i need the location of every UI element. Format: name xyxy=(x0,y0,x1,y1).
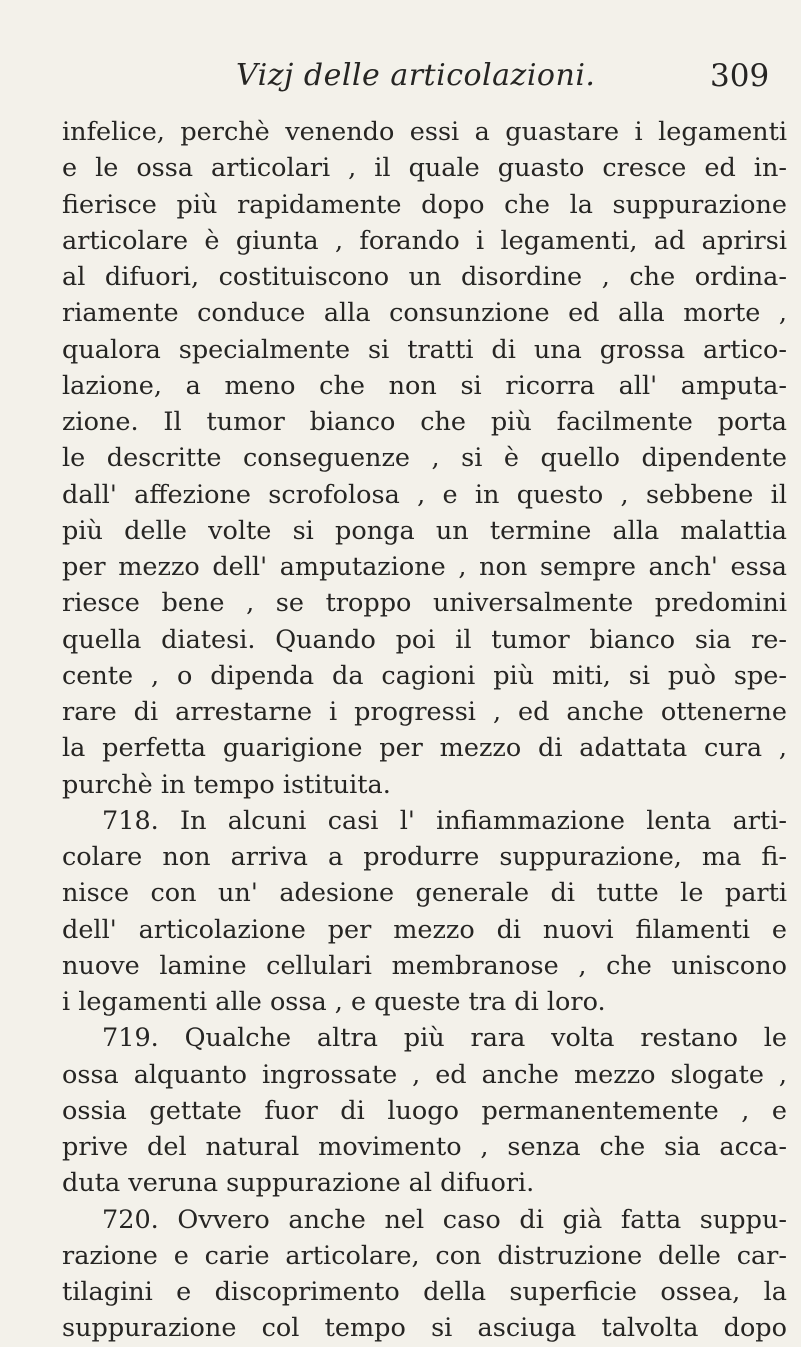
text-line: ossa alquanto ingrossate , ed anche mezzo slogate , xyxy=(62,1059,787,1090)
text-line: razione e carie articolare, con distruzione delle car- xyxy=(62,1240,787,1271)
text-line: nuove lamine cellulari membranose , che uniscono xyxy=(62,950,787,981)
text-line: quella diatesi. Quando poi il tumor bianco sia re- xyxy=(62,624,787,655)
body-text xyxy=(62,114,787,1347)
text-line: lazione, a meno che non si ricorra all' amputa- xyxy=(62,370,787,401)
text-line: zione. Il tumor bianco che più facilmente porta xyxy=(62,407,787,437)
text-line: rare di arrestarne i progressi , ed anche ottenerne xyxy=(62,697,787,727)
paragraph-last-line: i legamenti alle ossa , e queste tra di loro. xyxy=(62,987,606,1017)
text-line: le descritte conseguenze , si è quello dipendente xyxy=(62,443,787,474)
text-line: qualora specialmente si tratti di una grossa artico- xyxy=(62,334,787,365)
paragraph-718-start: 718. In alcuni casi l' infiammazione lenta arti- xyxy=(102,805,787,836)
text-line: suppurazione col tempo si asciuga talvolta dopo xyxy=(62,1313,787,1344)
text-line: al difuori, costituiscono un disordine , che ordina- xyxy=(62,262,787,292)
text-line: nisce con un' adesione generale di tutte le parti xyxy=(62,878,787,909)
text-line: la perfetta guarigione per mezzo di adattata cura , xyxy=(62,733,787,764)
running-head xyxy=(0,58,801,108)
paragraph-last-line: purchè in tempo istituita. xyxy=(62,769,391,800)
text-line: infelice, perchè venendo essi a guastare i legamenti xyxy=(62,117,787,147)
text-line: per mezzo dell' amputazione , non sempre anch' essa xyxy=(62,552,787,582)
text-line: cente , o dipenda da cagioni più miti, si può spe- xyxy=(62,660,787,691)
text-line: riamente conduce alla consunzione ed alla morte , xyxy=(62,298,787,329)
text-line: più delle volte si ponga un termine alla malattia xyxy=(62,515,787,546)
text-line: fierisce più rapidamente dopo che la suppurazione xyxy=(62,189,787,220)
text-line: e le ossa articolari , il quale guasto cresce ed in- xyxy=(62,153,787,184)
running-head-title: Vizj delle articolazioni. xyxy=(236,58,596,93)
paragraph-719-start: 719. Qualche altra più rara volta restano le xyxy=(102,1023,787,1054)
text-line: dall' affezione scrofolosa , e in questo , sebbene il xyxy=(62,479,787,510)
page-number: 309 xyxy=(710,58,770,94)
text-line: articolare è giunta , forando i legamenti, ad aprirsi xyxy=(62,225,787,256)
text-line: ossia gettate fuor di luogo permanentemente , e xyxy=(62,1095,787,1126)
text-line: colare non arriva a produrre suppurazione, ma fi- xyxy=(62,842,787,872)
paragraph-720-start: 720. Ovvero anche nel caso di già fatta suppu- xyxy=(102,1204,787,1235)
text-line: prive del natural movimento , senza che sia acca- xyxy=(62,1132,787,1162)
text-line: dell' articolazione per mezzo di nuovi filamenti e xyxy=(62,914,787,945)
text-line: riesce bene , se troppo universalmente predomini xyxy=(62,588,787,619)
text-line: tilagini e discoprimento della superficie ossea, la xyxy=(62,1277,787,1307)
paragraph-last-line: duta veruna suppurazione al difuori. xyxy=(62,1168,535,1199)
